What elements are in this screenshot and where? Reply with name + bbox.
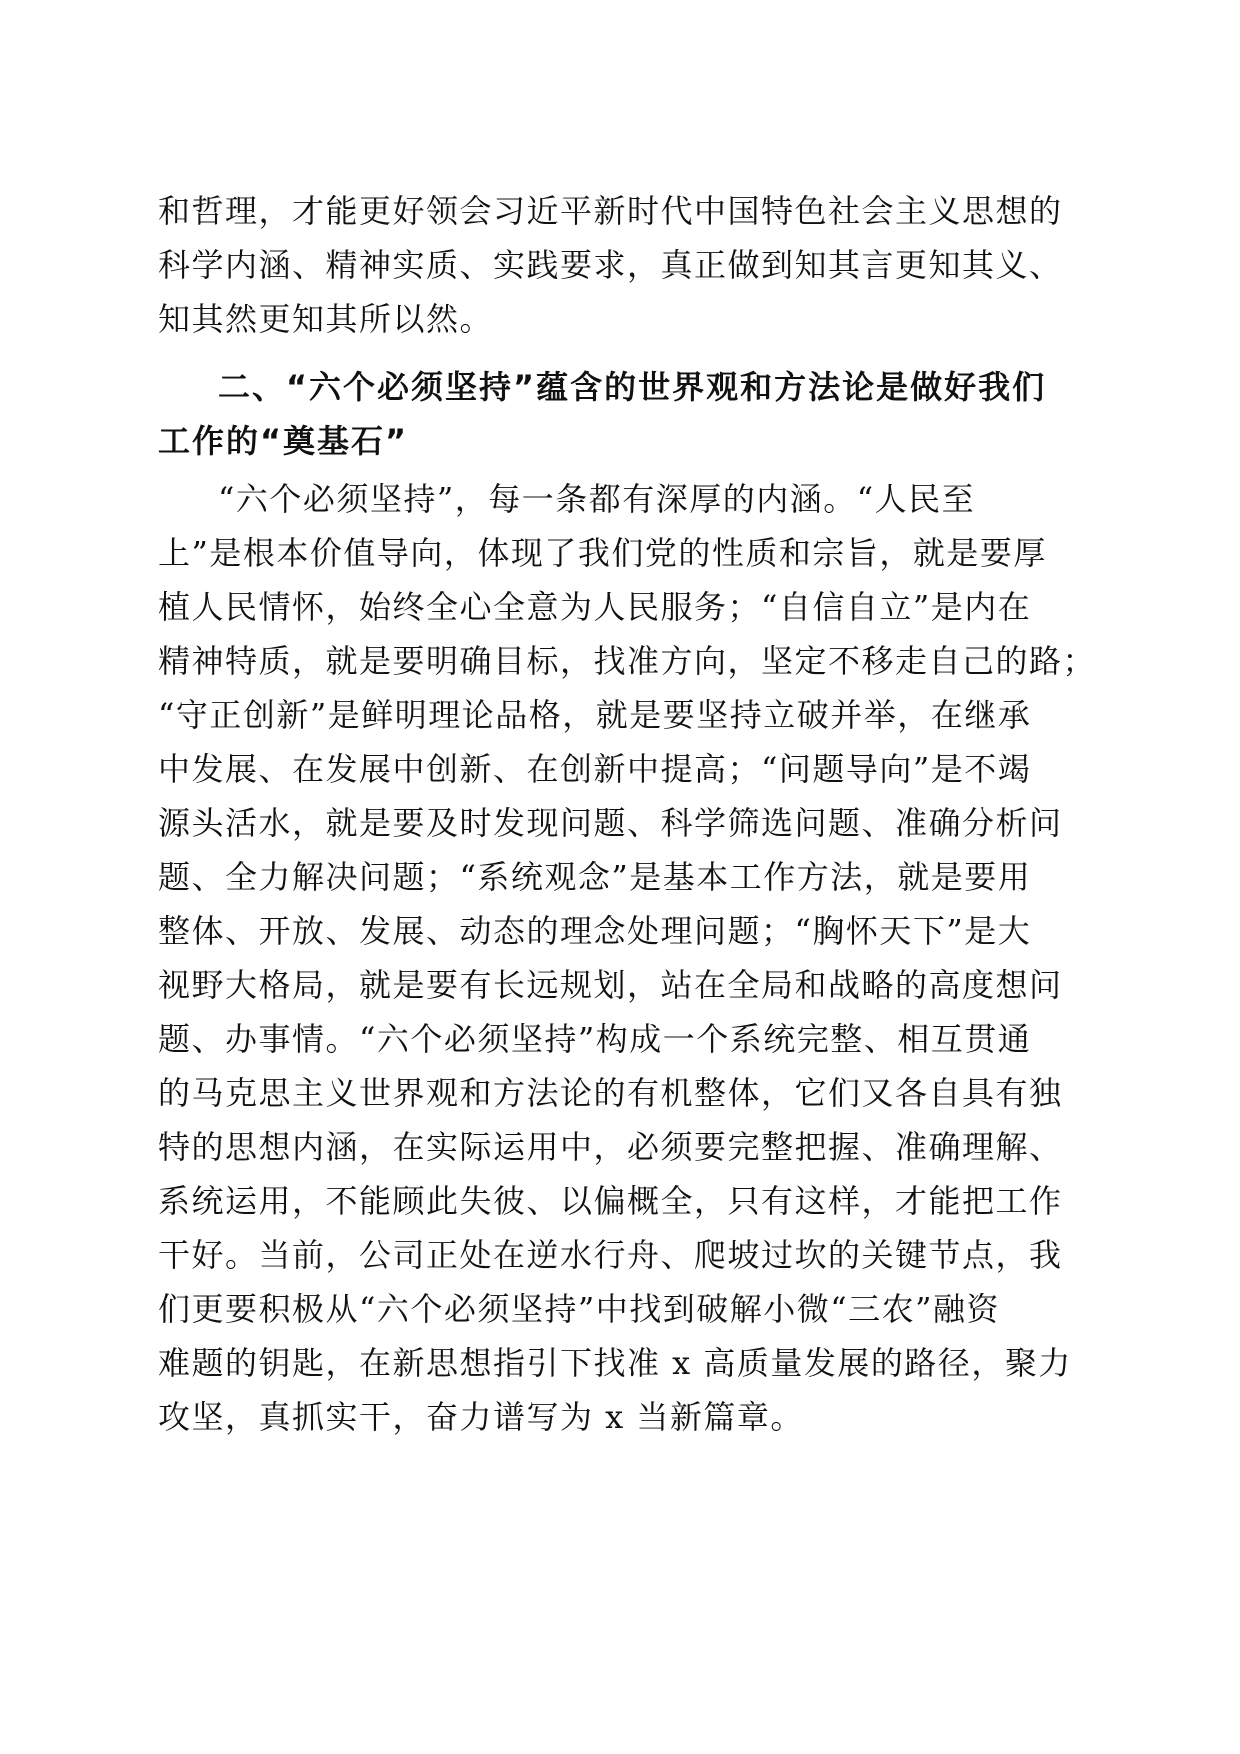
text-line: 科学内涵、精神实质、实践要求，真正做到知其言更知其义、 [158, 246, 1063, 284]
text-line: 难题的钥匙，在新思想指引下找准 x 高质量发展的路径，聚力 [158, 1344, 1072, 1382]
text-line: 和哲理，才能更好领会习近平新时代中国特色社会主义思想的 [158, 192, 1063, 230]
paragraph-body [158, 472, 1097, 1444]
text-line: 题、办事情。“六个必须坚持”构成一个系统完整、相互贯通 [158, 1020, 1032, 1058]
text-line: 视野大格局，就是要有长远规划，站在全局和战略的高度想问 [158, 966, 1063, 1004]
text-line: 攻坚，真抓实干，奋力谱写为 x 当新篇章。 [158, 1398, 804, 1436]
text-line: 们更要积极从“六个必须坚持”中找到破解小微“三农”融资 [158, 1290, 1000, 1328]
text-line: 整体、开放、发展、动态的理念处理问题；“胸怀天下”是大 [158, 912, 1032, 950]
text-line: 植人民情怀，始终全心全意为人民服务；“自信自立”是内在 [158, 588, 1032, 626]
text-line: 题、全力解决问题；“系统观念”是基本工作方法，就是要用 [158, 858, 1032, 896]
text-line: 源头活水，就是要及时发现问题、科学筛选问题、准确分析问 [158, 804, 1063, 842]
section-heading [158, 360, 1078, 468]
text-line: 上”是根本价值导向，体现了我们党的性质和宗旨，就是要厚 [158, 534, 1047, 572]
text-line: 精神特质，就是要明确目标，找准方向，坚定不移走自己的路； [158, 642, 1097, 680]
text-line: “守正创新”是鲜明理论品格，就是要坚持立破并举，在继承 [158, 696, 1032, 734]
text-line: “六个必须坚持”，每一条都有深厚的内涵。“人民至 [218, 480, 976, 518]
text-line: 的马克思主义世界观和方法论的有机整体，它们又各自具有独 [158, 1074, 1063, 1112]
text-line: 知其然更知其所以然。 [158, 300, 494, 338]
text-line: 干好。当前，公司正处在逆水行舟、爬坡过坎的关键节点，我 [158, 1236, 1063, 1274]
document-body [158, 184, 1097, 1444]
paragraph-continuation [158, 184, 1078, 346]
text-line: 特的思想内涵，在实际运用中，必须要完整把握、准确理解、 [158, 1128, 1063, 1166]
heading-line: 二、“六个必须坚持”蕴含的世界观和方法论是做好我们 [218, 368, 1047, 406]
text-line: 系统运用，不能顾此失彼、以偏概全，只有这样，才能把工作 [158, 1182, 1063, 1220]
heading-line: 工作的“奠基石” [158, 422, 409, 460]
text-line: 中发展、在发展中创新、在创新中提高；“问题导向”是不竭 [158, 750, 1032, 788]
